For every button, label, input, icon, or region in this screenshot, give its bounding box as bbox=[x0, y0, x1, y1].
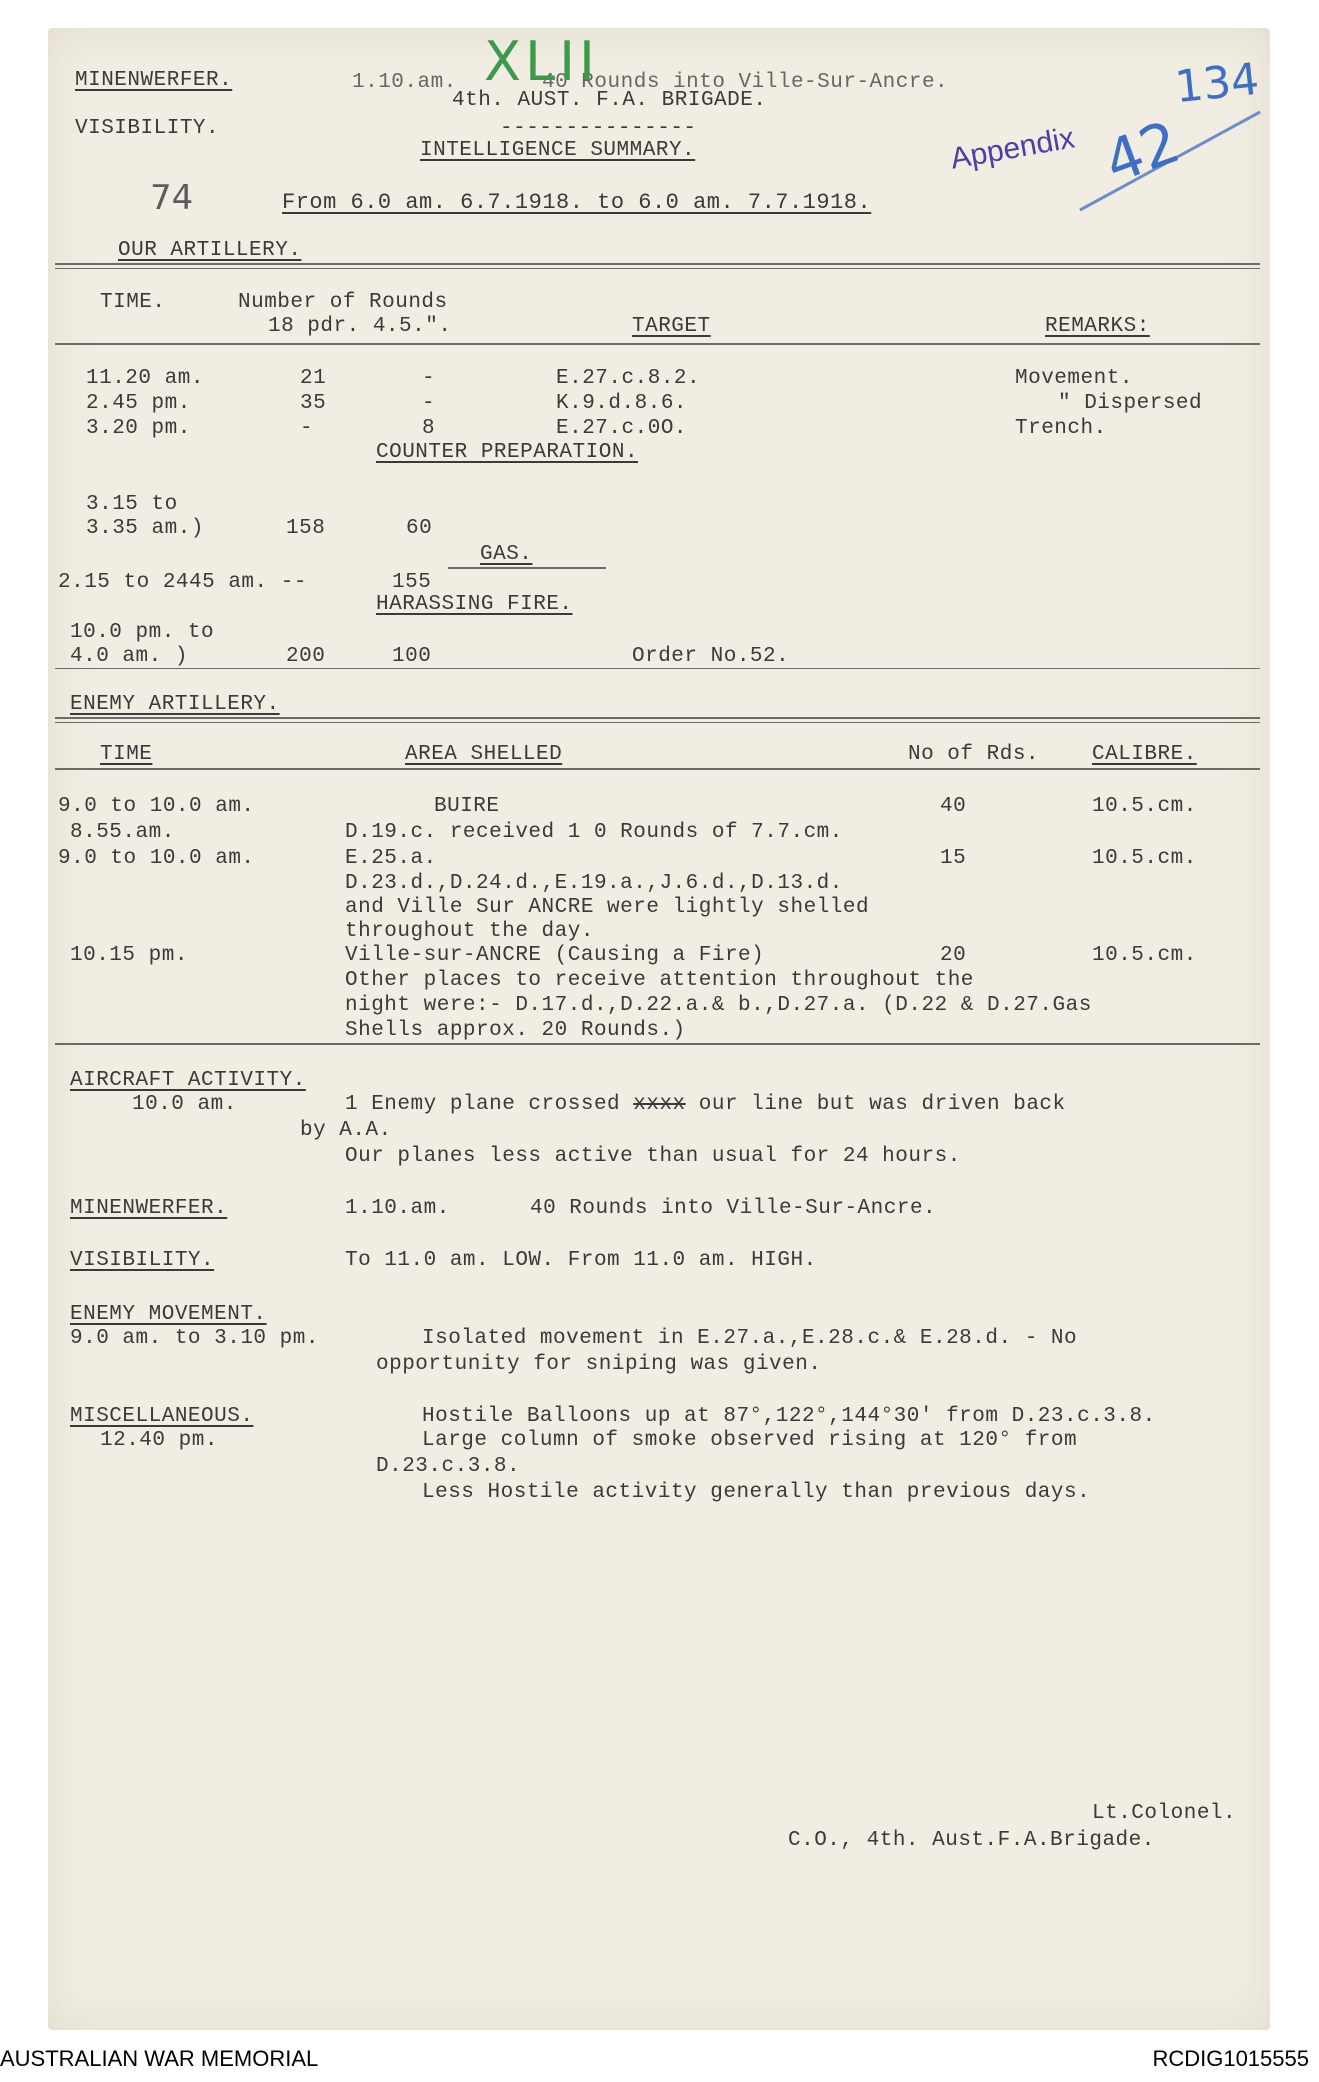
row-pdr: 35 bbox=[300, 392, 327, 415]
misc-line: D.23.c.3.8. bbox=[376, 1455, 521, 1478]
col-remarks-header: REMARKS: bbox=[1045, 315, 1150, 338]
enemy-row-area: Ville-sur-ANCRE (Causing a Fire) bbox=[345, 944, 765, 967]
title-dashes: --------------- bbox=[500, 117, 697, 140]
header-minenwerfer-label: MINENWERFER. bbox=[75, 69, 233, 92]
divider bbox=[55, 768, 1260, 770]
enemy-row-area: and Ville Sur ANCRE were lightly shelled bbox=[345, 896, 870, 919]
col-rounds-subheader: 18 pdr. 4.5.". bbox=[268, 315, 452, 338]
divider bbox=[448, 567, 606, 569]
enemy-movement-heading: ENEMY MOVEMENT. bbox=[70, 1303, 267, 1326]
enemy-row-time: 9.0 to 10.0 am. bbox=[58, 795, 255, 818]
footer-archive: AUSTRALIAN WAR MEMORIAL bbox=[0, 2046, 319, 2071]
row-remarks: Movement. bbox=[1015, 367, 1133, 390]
col-time-header: TIME. bbox=[100, 291, 166, 314]
harassing-fire-heading: HARASSING FIRE. bbox=[376, 593, 573, 616]
col-rounds-header: Number of Rounds bbox=[238, 291, 448, 314]
divider bbox=[55, 343, 1260, 345]
footer-record-id: RCDIG1015555 bbox=[1152, 2046, 1309, 2071]
brigade-name: 4th. AUST. F.A. BRIGADE. bbox=[452, 89, 767, 112]
gas-how: 155 bbox=[392, 571, 432, 594]
signature-unit: C.O., 4th. Aust.F.A.Brigade. bbox=[788, 1829, 1155, 1852]
col-time-header: TIME bbox=[100, 743, 153, 766]
enemy-row-calibre: 10.5.cm. bbox=[1092, 795, 1197, 818]
aircraft-line: Our planes less active than usual for 24 hours. bbox=[345, 1145, 961, 1168]
document-title: INTELLIGENCE SUMMARY. bbox=[420, 139, 696, 162]
row-time: 3.20 pm. bbox=[86, 417, 191, 440]
enemy-row-area: E.25.a. bbox=[345, 847, 437, 870]
counter-prep-time: 3.35 am.) bbox=[86, 517, 204, 540]
struck-text: xxxx bbox=[633, 1093, 686, 1116]
header-time-overtype: 1.10.am. bbox=[352, 71, 457, 94]
divider bbox=[55, 668, 1260, 669]
harassing-time: 4.0 am. ) bbox=[70, 645, 188, 668]
header-visibility-label: VISIBILITY. bbox=[75, 117, 220, 140]
divider bbox=[55, 1043, 1260, 1045]
row-pdr: - bbox=[300, 417, 314, 440]
counter-prep-pdr: 158 bbox=[286, 517, 326, 540]
summary-period: From 6.0 am. 6.7.1918. to 6.0 am. 7.7.1918. bbox=[282, 190, 872, 215]
row-how: - bbox=[422, 367, 436, 390]
aircraft-line: 1 Enemy plane crossed xxxx our line but was driven back bbox=[345, 1093, 1066, 1116]
enemy-movement-line: opportunity for sniping was given. bbox=[376, 1353, 822, 1376]
header-rounds-overtype: 40 Rounds into Ville-Sur-Ancre. bbox=[542, 71, 949, 94]
divider bbox=[55, 722, 1260, 723]
our-artillery-heading: OUR ARTILLERY. bbox=[118, 239, 302, 262]
minenwerfer-heading: MINENWERFER. bbox=[70, 1197, 228, 1220]
col-target-header: TARGET bbox=[632, 315, 711, 338]
enemy-row-area: Shells approx. 20 Rounds.) bbox=[345, 1019, 686, 1042]
row-remarks: Trench. bbox=[1015, 417, 1107, 440]
misc-line: Hostile Balloons up at 87°,122°,144°30' from D.23.c.3.8. bbox=[422, 1405, 1156, 1428]
signature-rank: Lt.Colonel. bbox=[1092, 1802, 1237, 1825]
enemy-row-rounds: 40 bbox=[940, 795, 967, 818]
harassing-pdr: 200 bbox=[286, 645, 326, 668]
harassing-how: 100 bbox=[392, 645, 432, 668]
enemy-row-time: 8.55.am. bbox=[70, 821, 175, 844]
aircraft-line: by A.A. bbox=[300, 1119, 392, 1142]
counter-preparation-heading: COUNTER PREPARATION. bbox=[376, 441, 639, 464]
divider bbox=[55, 263, 1260, 265]
row-how: 8 bbox=[422, 417, 436, 440]
enemy-row-rounds: 15 bbox=[940, 847, 967, 870]
divider bbox=[55, 717, 1260, 719]
minenwerfer-time: 1.10.am. bbox=[345, 1197, 450, 1220]
visibility-heading: VISIBILITY. bbox=[70, 1249, 215, 1272]
row-time: 11.20 am. bbox=[86, 367, 204, 390]
enemy-row-area: throughout the day. bbox=[345, 920, 594, 943]
gas-heading: GAS. bbox=[480, 543, 533, 566]
gas-time: 2.15 to 2445 am. -- bbox=[58, 571, 307, 594]
enemy-row-time: 9.0 to 10.0 am. bbox=[58, 847, 255, 870]
enemy-row-rounds: 20 bbox=[940, 944, 967, 967]
miscellaneous-heading: MISCELLANEOUS. bbox=[70, 1405, 254, 1428]
harassing-note: Order No.52. bbox=[632, 645, 790, 668]
row-time: 2.45 pm. bbox=[86, 392, 191, 415]
visibility-text: To 11.0 am. LOW. From 11.0 am. HIGH. bbox=[345, 1249, 817, 1272]
appendix-stamp: Appendix bbox=[947, 121, 1077, 176]
page-number-annotation: 134 bbox=[1172, 53, 1262, 114]
counter-prep-how: 60 bbox=[406, 517, 433, 540]
col-area-header: AREA SHELLED bbox=[405, 743, 563, 766]
row-pdr: 21 bbox=[300, 367, 327, 390]
col-rounds-header: No of Rds. bbox=[908, 743, 1040, 766]
enemy-row-area: D.19.c. received 1 0 Rounds of 7.7.cm. bbox=[345, 821, 843, 844]
enemy-row-area: night were:- D.17.d.,D.22.a.& b.,D.27.a. (D.22 & D.27.Gas bbox=[345, 994, 1092, 1017]
enemy-row-time: 10.15 pm. bbox=[70, 944, 188, 967]
col-calibre-header: CALIBRE. bbox=[1092, 743, 1197, 766]
appendix-number-annotation: 42 bbox=[1095, 107, 1189, 197]
enemy-row-calibre: 10.5.cm. bbox=[1092, 944, 1197, 967]
counter-prep-time: 3.15 to bbox=[86, 493, 178, 516]
row-how: - bbox=[422, 392, 436, 415]
divider bbox=[55, 268, 1260, 269]
enemy-row-area: BUIRE bbox=[434, 795, 500, 818]
misc-line: Less Hostile activity generally than previous days. bbox=[422, 1481, 1091, 1504]
aircraft-activity-heading: AIRCRAFT ACTIVITY. bbox=[70, 1069, 306, 1092]
enemy-row-area: Other places to receive attention throughout the bbox=[345, 969, 974, 992]
blue-pencil-stroke bbox=[1070, 100, 1270, 220]
enemy-movement-time: 9.0 am. to 3.10 pm. bbox=[70, 1327, 319, 1350]
row-target: E.27.c.0O. bbox=[556, 417, 688, 440]
enemy-artillery-heading: ENEMY ARTILLERY. bbox=[70, 693, 280, 716]
row-remarks: " Dispersed bbox=[1058, 392, 1203, 415]
row-target: E.27.c.8.2. bbox=[556, 367, 701, 390]
misc-time: 12.40 pm. bbox=[100, 1429, 218, 1452]
misc-line: Large column of smoke observed rising at 120° from bbox=[422, 1429, 1078, 1452]
enemy-row-area: D.23.d.,D.24.d.,E.19.a.,J.6.d.,D.13.d. bbox=[345, 872, 843, 895]
row-target: K.9.d.8.6. bbox=[556, 392, 688, 415]
enemy-movement-line: Isolated movement in E.27.a.,E.28.c.& E.28.d. - No bbox=[422, 1327, 1078, 1350]
harassing-time: 10.0 pm. to bbox=[70, 621, 215, 644]
green-annotation: XLII bbox=[484, 30, 599, 93]
pencil-number: 74 bbox=[150, 178, 194, 218]
aircraft-time: 10.0 am. bbox=[132, 1093, 237, 1116]
enemy-row-calibre: 10.5.cm. bbox=[1092, 847, 1197, 870]
minenwerfer-text: 40 Rounds into Ville-Sur-Ancre. bbox=[530, 1197, 937, 1220]
